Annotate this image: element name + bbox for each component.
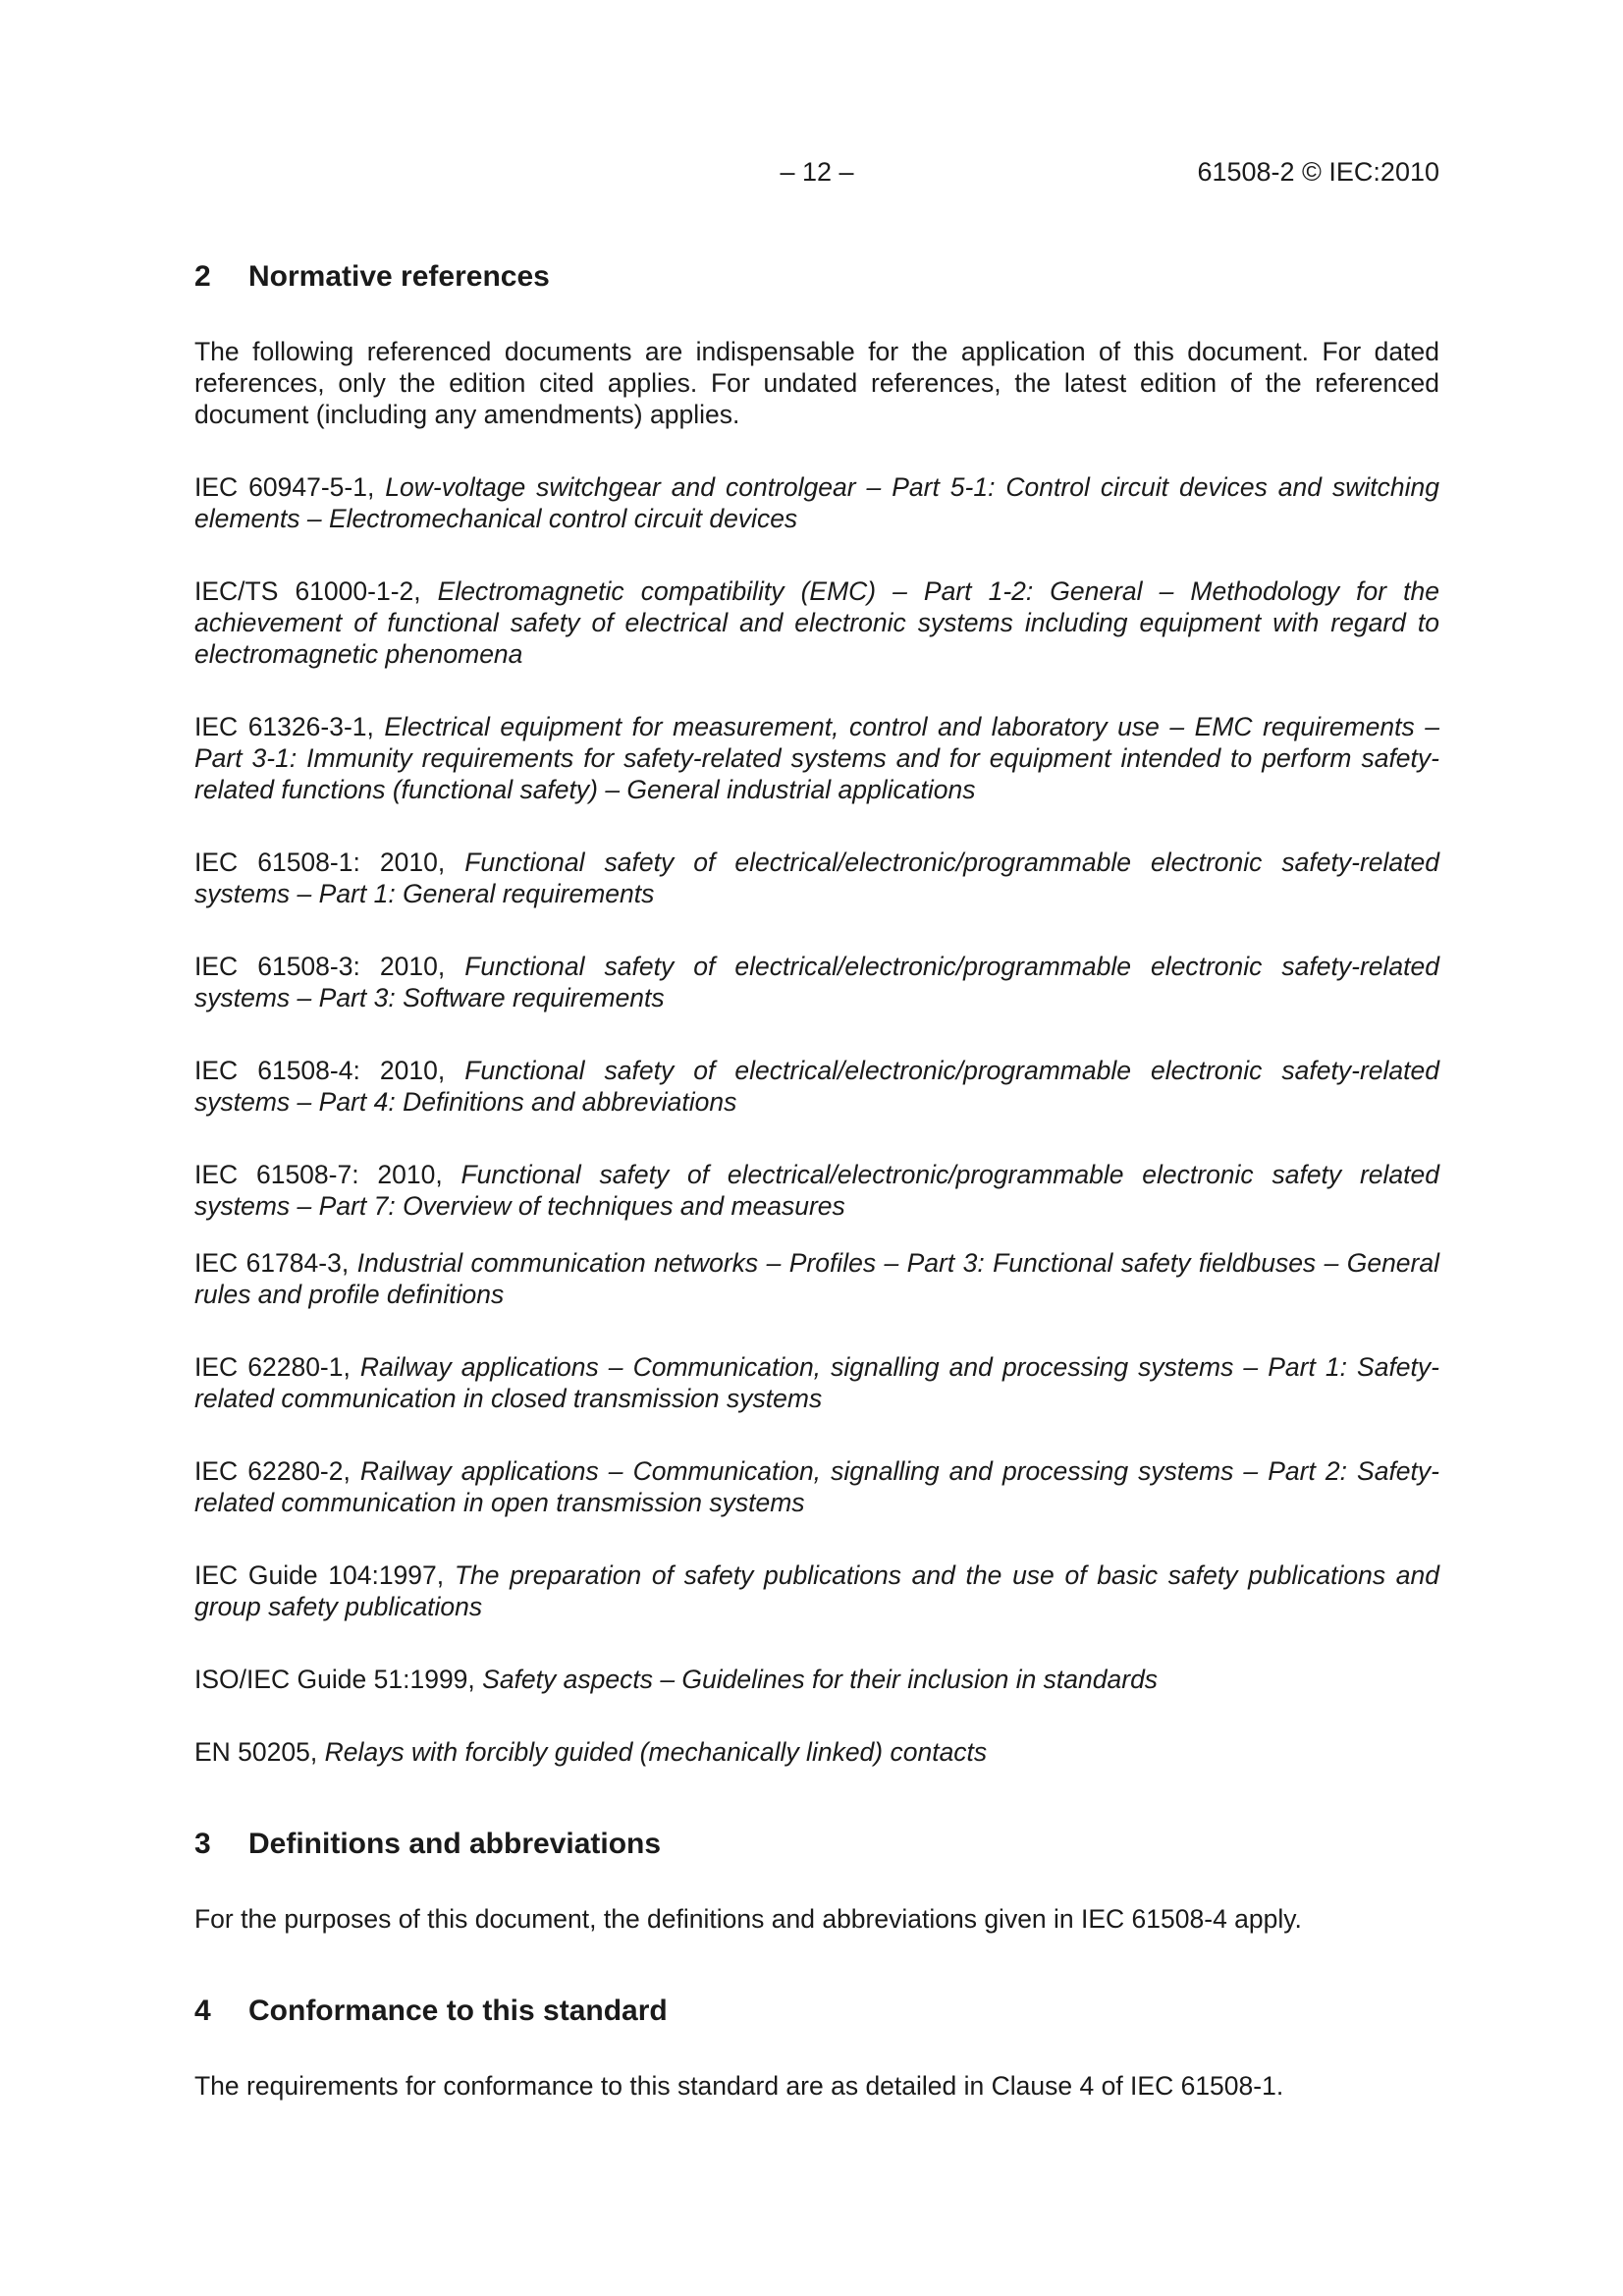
section-number: 2	[194, 260, 211, 293]
reference-item: IEC Guide 104:1997, The preparation of safety publications and the use of basic safety publications and group safety publications	[194, 1560, 1439, 1621]
document-id: 61508-2 © IEC:2010	[1197, 157, 1439, 187]
page-header	[194, 157, 1439, 196]
reference-item: IEC 61326-3-1, Electrical equipment for measurement, control and laboratory use – EMC requirements – Part 3-1: Immunity requirements for safety-related systems and for equipment intended to perform safety-related functions (functional safety) – General industrial applications	[194, 712, 1439, 804]
section-heading-normative-references	[194, 257, 1439, 297]
section-number: 4	[194, 1995, 211, 2027]
reference-item: IEC 61508-1: 2010, Functional safety of electrical/electronic/programmable electronic safety-related systems – Part 1: General requirements	[194, 847, 1439, 908]
section-heading-definitions	[194, 1825, 1439, 1864]
section-title: Definitions and abbreviations	[248, 1828, 662, 1860]
reference-item: ISO/IEC Guide 51:1999, Safety aspects – Guidelines for their inclusion in standards	[194, 1665, 1159, 1694]
reference-item: IEC 61508-7: 2010, Functional safety of electrical/electronic/programmable electronic safety related systems – Part 7: Overview of techniques and measures	[194, 1160, 1439, 1221]
definitions-text: For the purposes of this document, the definitions and abbreviations given in IEC 61508-4 apply.	[194, 1904, 1302, 1934]
normative-references-intro: The following referenced documents are indispensable for the application of this document. For dated references, only the edition cited applies. For undated references, the latest edition of the referenced document (including any amendments) applies.	[194, 337, 1439, 429]
section-title: Normative references	[248, 260, 550, 293]
reference-item: IEC 61508-4: 2010, Functional safety of electrical/electronic/programmable electronic safety-related systems – Part 4: Definitions and abbreviations	[194, 1056, 1439, 1117]
page-content	[194, 257, 1439, 2102]
reference-item: IEC 62280-2, Railway applications – Communication, signalling and processing systems – Part 2: Safety-related communication in open transmission systems	[194, 1456, 1439, 1517]
reference-item: IEC 62280-1, Railway applications – Communication, signalling and processing systems – Part 1: Safety-related communication in closed transmission systems	[194, 1352, 1439, 1413]
conformance-text: The requirements for conformance to this standard are as detailed in Clause 4 of IEC 61508-1.	[194, 2071, 1284, 2101]
reference-item: IEC 61508-3: 2010, Functional safety of electrical/electronic/programmable electronic safety-related systems – Part 3: Software requirements	[194, 952, 1439, 1012]
reference-item: IEC 60947-5-1, Low-voltage switchgear and controlgear – Part 5-1: Control circuit devices and switching elements – Electromechanical control circuit devices	[194, 472, 1439, 533]
section-number: 3	[194, 1828, 211, 1860]
section-heading-conformance	[194, 1992, 1439, 2031]
section-title: Conformance to this standard	[248, 1995, 668, 2027]
reference-item: IEC 61784-3, Industrial communication networks – Profiles – Part 3: Functional safety fieldbuses – General rules and profile definitions	[194, 1248, 1439, 1309]
reference-item: IEC/TS 61000-1-2, Electromagnetic compatibility (EMC) – Part 1-2: General – Methodology for the achievement of functional safety of electrical and electronic systems including equipment with regard to electromagnetic phenomena	[194, 576, 1439, 669]
reference-item: EN 50205, Relays with forcibly guided (mechanically linked) contacts	[194, 1737, 988, 1767]
page-number: – 12 –	[780, 157, 854, 187]
